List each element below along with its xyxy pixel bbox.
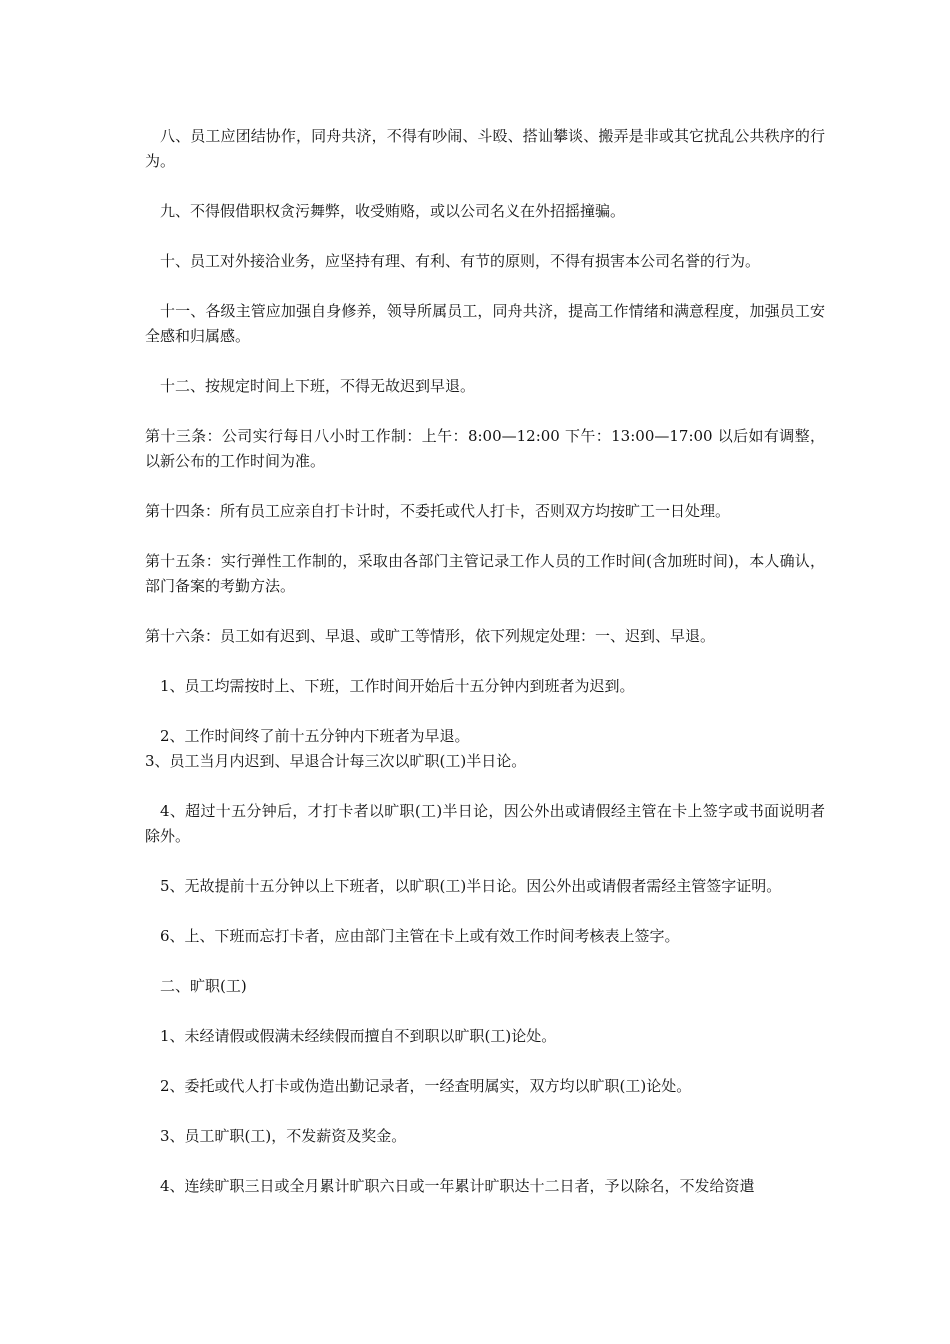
paragraph: 5、无故提前十五分钟以上下班者，以旷职(工)半日论。因公外出或请假者需经主管签字证明。 — [160, 877, 782, 895]
paragraph: 九、不得假借职权贪污舞弊，收受贿赂，或以公司名义在外招摇撞骗。 — [160, 202, 626, 220]
paragraph: 3、员工当月内迟到、早退合计每三次以旷职(工)半日论。 — [145, 752, 527, 770]
paragraph: 6、上、下班而忘打卡者，应由部门主管在卡上或有效工作时间考核表上签字。 — [160, 927, 680, 945]
paragraph: 2、委托或代人打卡或伪造出勤记录者，一经查明属实，双方均以旷职(工)论处。 — [160, 1077, 692, 1095]
paragraph: 十二、按规定时间上下班，不得无故迟到早退。 — [160, 377, 476, 395]
paragraph: 第十五条：实行弹性工作制的，采取由各部门主管记录工作人员的工作时间(含加班时间)，本人确认，部门备案的考勤方法。 — [145, 552, 825, 595]
paragraph: 3、员工旷职(工)，不发薪资及奖金。 — [160, 1127, 407, 1145]
paragraph: 第十三条：公司实行每日八小时工作制：上午：8:00—12:00 下午：13:00—17:00 以后如有调整，以新公布的工作时间为准。 — [145, 427, 825, 470]
paragraph: 4、超过十五分钟后，才打卡者以旷职(工)半日论，因公外出或请假经主管在卡上签字或书面说明者除外。 — [145, 802, 825, 845]
paragraph: 二、旷职(工) — [160, 977, 247, 995]
document-body — [145, 124, 825, 1224]
paragraph: 十一、各级主管应加强自身修养，领导所属员工，同舟共济，提高工作情绪和满意程度，加强员工安全感和归属感。 — [145, 302, 825, 345]
paragraph: 1、员工均需按时上、下班，工作时间开始后十五分钟内到班者为迟到。 — [160, 677, 635, 695]
paragraph: 八、员工应团结协作，同舟共济，不得有吵闹、斗殴、搭讪攀谈、搬弄是非或其它扰乱公共秩序的行为。 — [145, 127, 825, 170]
paragraph: 1、未经请假或假满未经续假而擅自不到职以旷职(工)论处。 — [160, 1027, 557, 1045]
paragraph: 2、工作时间终了前十五分钟内下班者为早退。 — [160, 727, 470, 745]
paragraph: 第十四条：所有员工应亲自打卡计时，不委托或代人打卡，否则双方均按旷工一日处理。 — [145, 502, 731, 520]
paragraph: 4、连续旷职三日或全月累计旷职六日或一年累计旷职达十二日者，予以除名，不发给资遣 — [160, 1177, 755, 1195]
paragraph: 第十六条：员工如有迟到、早退、或旷工等情形，依下列规定处理：一、迟到、早退。 — [145, 627, 716, 645]
paragraph: 十、员工对外接洽业务，应坚持有理、有利、有节的原则，不得有损害本公司名誉的行为。 — [160, 252, 761, 270]
